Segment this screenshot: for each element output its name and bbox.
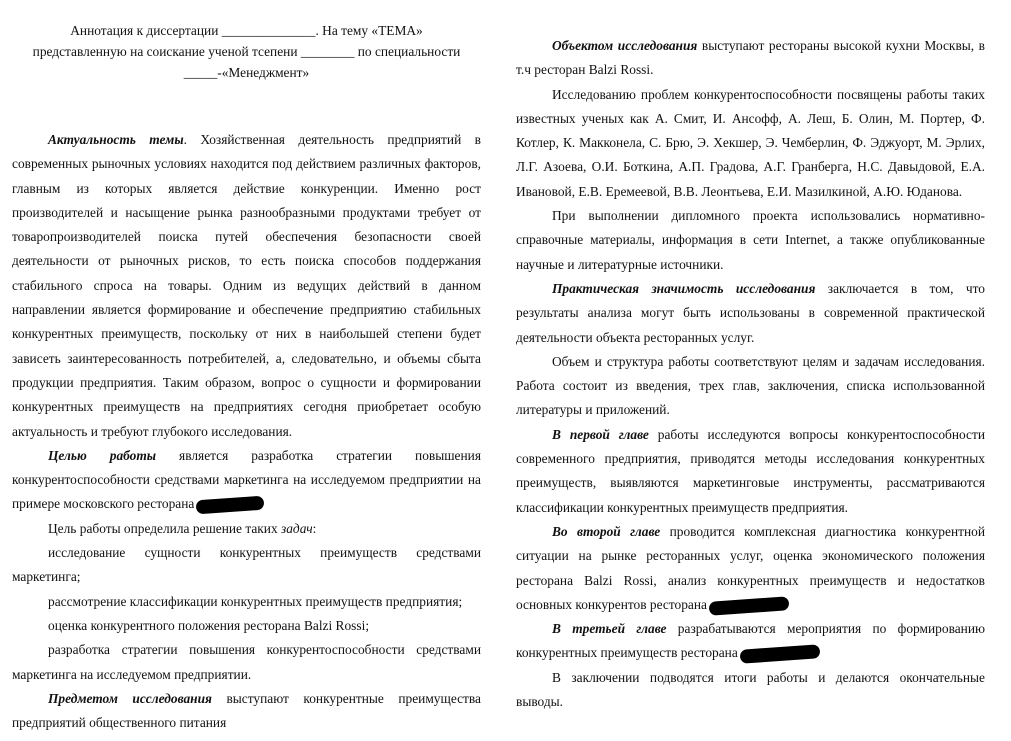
structure-paragraph: Объем и структура работы соответствуют целям и задачам исследования. Работа состоит из введения, трех глав, заключения, списка использованной литературы и приложений. bbox=[516, 353, 985, 418]
header-line-1: Аннотация к диссертации ______________. На тему «ТЕМА» bbox=[70, 23, 423, 38]
redaction-mark bbox=[709, 596, 790, 616]
object-label: Объектом исследования bbox=[552, 38, 698, 53]
task-item-1: исследование сущности конкурентных преимуществ средствами маркетинга; bbox=[12, 545, 481, 585]
chapter3-label: В третьей главе bbox=[552, 621, 667, 637]
chapter1-label: В первой главе bbox=[552, 426, 649, 442]
practical-label: Практическая значимость исследования bbox=[552, 280, 816, 296]
object-text: выступают рестораны высокой кухни Москвы, в т.ч ресторан Balzi Rossi. bbox=[516, 38, 986, 78]
sources-paragraph: При выполнении дипломного проекта использовались нормативно-справочные материалы, информация в сети Internet, а также опубликованные научные и литературные источники. bbox=[516, 208, 985, 272]
practical-paragraph bbox=[516, 277, 985, 350]
header-line-2: представленную на соискание ученой тсепени ________ по специальности bbox=[32, 44, 461, 59]
chapter2-paragraph bbox=[516, 520, 985, 617]
chapter2-text: проводится комплексная диагностика конкурентной ситуации на рынке ресторанных услуг, оценка экономического положения ресторана Balzi Rossi, анализ конкурентных преимуществ и недостатков основных конкурентов ресторана bbox=[516, 523, 985, 612]
relevance-text: . Хозяйственная деятельность предприятий в современных рыночных условиях находится под действием различных факторов, главным из которых является действие конкуренции. Именно рост производителей и насыщение рынка разнообразными продуктами требует от товаропроизводителей поиска путей обеспечения безопасности своей деятельности от рыночных рисков, то есть поиска способов поддержания стабильного спроса на товары. Одним из ведущих действий в данном направлении является формирование и обеспечение предприятию стабильных конкурентных преимуществ, поскольку от них в наибольшей степени будет зависеть заинтересованность потребителей, а, следовательно, и объемы сбыта продукции предприятия. Таким образом, вопрос о сущности и формировании конкурентных преимуществ на предприятиях сегодня приобретает особую актуальность и требуют глубокого исследования. bbox=[12, 132, 481, 439]
task-item-4: разработка стратегии повышения конкурентоспособности средствами маркетинга на исследуемом предприятии. bbox=[12, 642, 481, 682]
goal-paragraph bbox=[12, 444, 481, 517]
object-paragraph bbox=[516, 34, 985, 83]
goal-label: Целью работы bbox=[48, 447, 157, 463]
subject-label: Предметом исследования bbox=[48, 690, 212, 706]
relevance-label: Актуальность темы bbox=[48, 132, 184, 147]
tasks-intro-paragraph bbox=[12, 517, 481, 541]
tasks-word: задач bbox=[281, 520, 313, 536]
chapter3-paragraph bbox=[516, 617, 985, 666]
header-line-3: _____-«Менеджмент» bbox=[183, 65, 310, 80]
relevance-paragraph bbox=[12, 128, 481, 444]
research-paragraph: Исследованию проблем конкурентоспособности посвящены работы таких известных ученых как А. Смит, И. Ансофф, А. Леш, Б. Олин, М. Портер, Ф. Котлер, К. Макконела, С. Брю, Э. Хекшер, Э. Чемберлин, Ф. Эджуорт, М. Эрлих, Л.Г. Азоева, О.И. Боткина, А.П. Градова, А.Г. Гранберга, Н.С. Давыдовой, Е.А. Ивановой, Е.В. Еремеевой, В.В. Леонтьева, Е.И. Мазилкиной, А.Ю. Юданова. bbox=[516, 86, 985, 199]
practical-text: заключается в том, что результаты анализа могут быть использованы в современной практической деятельности объекта ресторанных услуг. bbox=[516, 280, 985, 345]
redaction-mark bbox=[739, 645, 820, 665]
right-column bbox=[516, 34, 985, 714]
tasks-intro: Цель работы определила решение таких bbox=[48, 520, 282, 536]
chapter1-paragraph bbox=[516, 423, 985, 520]
subject-text: выступают конкурентные преимущества предприятий общественного питания bbox=[12, 690, 481, 731]
redaction-mark bbox=[196, 496, 265, 515]
chapter3-text: разрабатываются мероприятия по формированию конкурентных преимуществ ресторана bbox=[516, 621, 985, 661]
left-column bbox=[12, 0, 481, 735]
chapter1-text: работы исследуются вопросы конкурентоспособности современного предприятия, приводятся методы исследования конкурентных преимуществ, выявляются маркетинговые инструменты, рассматриваются классификации конкурентных преимуществ предприятия. bbox=[516, 426, 985, 515]
tasks-colon: : bbox=[312, 520, 317, 536]
subject-paragraph bbox=[12, 687, 481, 736]
chapter2-label: Во второй главе bbox=[552, 523, 661, 539]
document-header bbox=[12, 20, 481, 83]
task-item-2: рассмотрение классификации конкурентных преимуществ предприятия; bbox=[48, 593, 463, 609]
goal-text: является разработка стратегии повышения конкурентоспособности средствами маркетинга на исследуемом предприятии на примере московского ресторана bbox=[12, 447, 481, 512]
conclusion-paragraph: В заключении подводятся итоги работы и делаются окончательные выводы. bbox=[516, 669, 985, 710]
task-item-3: оценка конкурентного положения ресторана Balzi Rossi; bbox=[48, 617, 370, 633]
